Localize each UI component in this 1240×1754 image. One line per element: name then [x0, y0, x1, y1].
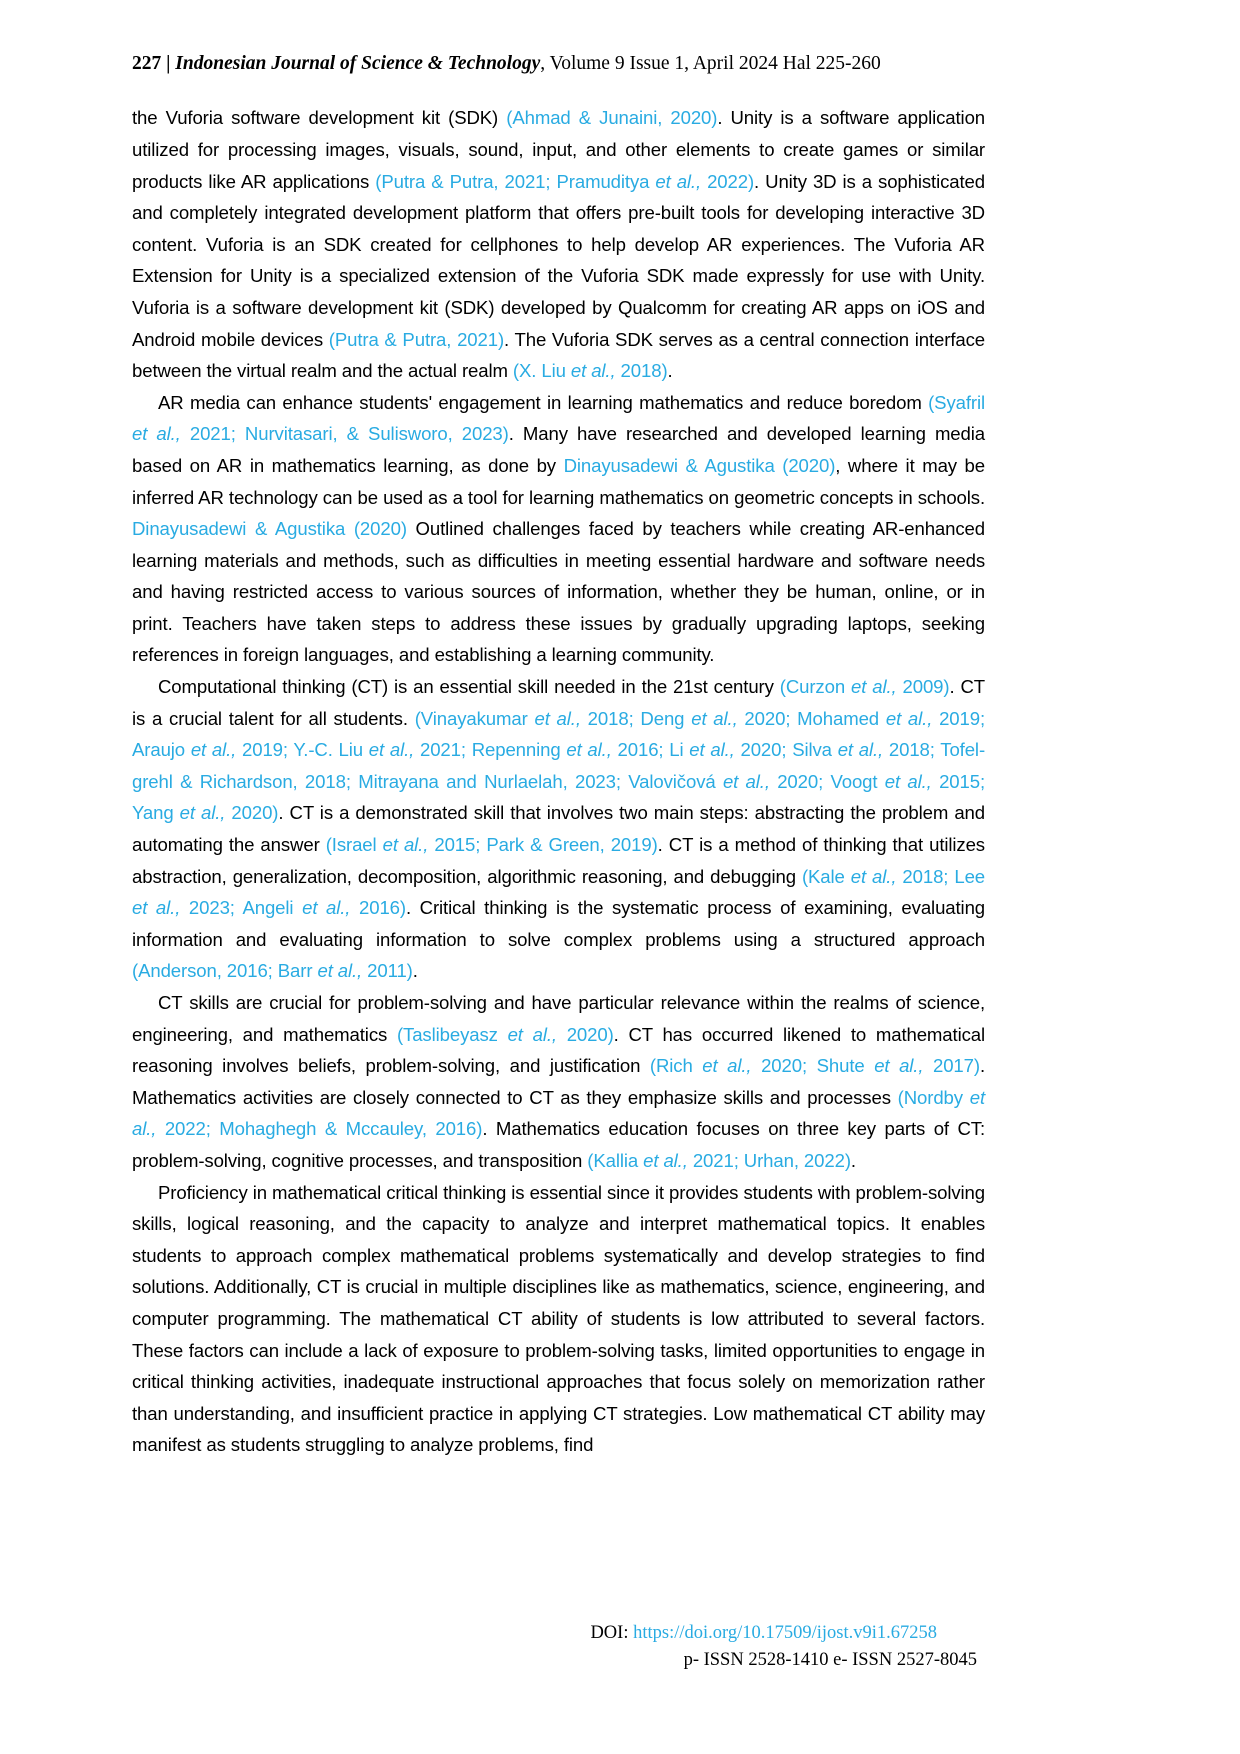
citation-reference: 2017) — [923, 1055, 980, 1077]
citation-reference: 2009) — [896, 676, 950, 698]
doi-line — [132, 1620, 985, 1647]
citation-et-al: et al., — [643, 1149, 688, 1171]
citation-reference: 2015; Yang — [132, 770, 986, 824]
citation-et-al: et al., — [655, 170, 702, 192]
para-vuforia — [132, 102, 985, 386]
body-text-run: . — [412, 960, 418, 982]
citation-et-al: et al., — [570, 360, 616, 382]
running-head — [132, 52, 985, 76]
citation-reference: 2018; Lee — [896, 865, 986, 887]
body-text-run: , where it may be inferred AR technology can be used as a tool for learning mathematics on geometric concepts in schools. — [132, 454, 985, 508]
citation-reference: (X. Liu — [512, 360, 571, 382]
citation-reference: 2021; Repenning — [414, 739, 567, 761]
citation-et-al: et al., — [566, 739, 612, 761]
citation-et-al: et al., — [190, 739, 237, 761]
para-ar-media — [132, 387, 985, 671]
body-text-run: . CT is a demonstrated skill that involves two main steps: abstracting the problem and automating the answer — [132, 802, 985, 856]
body-text-run: CT skills are crucial for problem-solving and have particular relevance within the realms of science, engineering, and mathematics — [132, 992, 985, 1045]
citation-reference: 2020) — [556, 1023, 614, 1045]
citation-reference: (Kale — [801, 865, 851, 887]
citation-et-al: et al., — [179, 802, 226, 824]
body-text-run: . Mathematics education focuses on three key parts of CT: problem-solving, cognitive processes, and transposition — [132, 1118, 985, 1171]
para-ct-essential — [132, 671, 985, 987]
citation-et-al: et al., — [837, 739, 884, 761]
body-text-run: . Unity 3D is a sophisticated and completely integrated development platform that offers pre-built tools for developing interactive 3D content. Vuforia is an SDK created for cellphones to help develop AR experiences. The Vuforia AR Extension for Unity is a specialized extension of the Vuforia SDK made expressly for use with Unity. Vuforia is a software development kit (SDK) developed by Qualcomm for creating AR apps on iOS and Android mobile devices — [132, 170, 985, 350]
body-text-run: Computational thinking (CT) is an essential skill needed in the 21st century — [158, 676, 780, 698]
body-text-run: . — [850, 1149, 856, 1171]
citation-et-al: et al., — [689, 739, 735, 761]
citation-reference: 2018; Tofel-grehl & Richardson, 2018; Mitrayana and Nurlaelah, 2023; Valovičová — [132, 739, 986, 792]
citation-et-al: et al., — [368, 739, 415, 761]
citation-et-al: et al., — [382, 834, 429, 856]
citation-reference: 2022) — [701, 170, 755, 192]
citation-reference: 2020; Voogt — [769, 770, 885, 792]
citation-reference: (Vinayakumar — [414, 707, 535, 729]
citation-et-al: et al., — [132, 897, 181, 919]
citation-et-al: et al., — [885, 707, 933, 729]
citation-reference: 2022; Mohaghegh & Mccauley, 2016) — [156, 1118, 483, 1140]
body-text-run: . CT has occurred likened to mathematical reasoning involves beliefs, problem-solving, and justification — [132, 1023, 985, 1077]
citation-reference: 2019; Araujo — [132, 707, 985, 761]
citation-reference: (Putra & Putra, 2021) — [328, 328, 505, 350]
citation-reference: (Putra & Putra, 2021; Pramuditya — [375, 170, 656, 192]
citation-reference: (Rich — [649, 1055, 703, 1077]
citation-et-al: et al., — [132, 423, 181, 445]
page-footer — [132, 1620, 985, 1674]
issue-info: , Volume 9 Issue 1, April 2024 Hal 225-260 — [540, 53, 881, 74]
citation-reference: 2020; Silva — [734, 739, 838, 761]
citation-reference: 2020) — [225, 802, 279, 824]
body-text-run: . Unity is a software application utilized for processing images, visuals, sound, input, and other elements to create games or similar products like AR applications — [132, 107, 986, 192]
citation-reference: (Anderson, 2016; Barr — [132, 960, 318, 982]
body-text-run: . Critical thinking is the systematic process of examining, evaluating information and evaluating information to solve complex problems using a structured approach — [132, 897, 986, 950]
citation-reference: 2020; Mohamed — [737, 707, 886, 729]
body-text-run: . The Vuforia SDK serves as a central connection interface between the virtual realm and the actual realm — [132, 328, 985, 382]
doi-link[interactable]: https://doi.org/10.17509/ijost.v9i1.67258 — [633, 1623, 937, 1643]
citation-reference: (Curzon — [779, 676, 851, 698]
citation-reference: 2011) — [362, 960, 413, 982]
body-text-run: . CT is a crucial talent for all students. — [132, 676, 986, 729]
page-number: 227 — [132, 53, 162, 74]
citation-reference: 2016; Li — [611, 739, 690, 761]
citation-et-al: et al., — [691, 707, 738, 729]
citation-et-al: et al., — [722, 770, 770, 792]
issn-line: p- ISSN 2528-1410 e- ISSN 2527-8045 — [683, 1650, 977, 1670]
citation-reference: (Nordby — [897, 1086, 970, 1108]
body-text-run: AR media can enhance students' engagement in learning mathematics and reduce boredom — [158, 391, 929, 413]
citation-reference: 2020; Shute — [751, 1055, 875, 1077]
para-proficiency — [132, 1177, 985, 1461]
page-content — [132, 52, 985, 1461]
body-text-run: the Vuforia software development kit (SDK) — [132, 107, 507, 129]
citation-et-al: et al., — [534, 707, 581, 729]
citation-reference: 2019; Y.-C. Liu — [236, 739, 369, 761]
citation-reference: (Ahmad & Junaini, 2020) — [506, 107, 718, 129]
citation-reference: 2021; Nurvitasari, & Sulisworo, 2023) — [180, 423, 509, 445]
citation-et-al: et al., — [302, 897, 351, 919]
citation-et-al: et al., — [507, 1023, 557, 1045]
citation-et-al: et al., — [850, 865, 897, 887]
citation-reference: (Taslibeyasz — [396, 1023, 508, 1045]
citation-reference: 2016) — [350, 897, 406, 919]
body-text-run: Outlined challenges faced by teachers while creating AR-enhanced learning materials and methods, such as difficulties in meeting essential hardware and software needs and having restricted access to various sources of information, whether they be human, online, or in print. Teachers have taken steps to address these issues by gradually upgrading laptops, seeking references in foreign languages, and establishing a learning community. — [132, 518, 985, 666]
body-text-run: . Mathematics activities are closely connected to CT as they emphasize skills and processes — [132, 1055, 985, 1108]
citation-reference: (Syafril — [928, 391, 985, 413]
citation-reference: (Israel — [325, 834, 383, 856]
citation-reference: 2021; Urhan, 2022) — [687, 1149, 851, 1171]
running-head-separator: | — [166, 53, 171, 74]
para-ct-skills — [132, 987, 985, 1177]
body-text-run: Proficiency in mathematical critical thinking is essential since it provides students with problem-solving skills, logical reasoning, and the capacity to analyze and interpret mathematical topics. It enables students to approach complex mathematical problems systematically and develop strategies to find solutions. Additionally, CT is crucial in multiple disciplines like as mathematics, science, engineering, and computer programming. The mathematical CT ability of students is low attributed to several factors. These factors can include a lack of exposure to problem-solving tasks, limited opportunities to engage in critical thinking activities, inadequate instructional approaches that focus solely on memorization rather than understanding, and insufficient practice in applying CT strategies. Low mathematical CT ability may manifest as students struggling to analyze problems, find — [132, 1181, 985, 1456]
citation-reference: 2018; Deng — [580, 707, 692, 729]
citation-et-al: et al., — [851, 676, 897, 698]
article-body — [132, 102, 985, 1461]
journal-title: Indonesian Journal of Science & Technology — [175, 53, 541, 74]
citation-reference: Dinayusadewi & Agustika (2020) — [132, 518, 407, 540]
body-text-run: . — [667, 360, 673, 382]
citation-reference: Dinayusadewi & Agustika (2020) — [563, 454, 836, 476]
citation-reference: 2015; Park & Green, 2019) — [428, 834, 658, 856]
citation-reference: (Kallia — [587, 1149, 644, 1171]
citation-et-al: et al., — [874, 1055, 924, 1077]
body-text-run: . Many have researched and developed learning media based on AR in mathematics learning, as done by — [132, 423, 985, 476]
citation-reference: 2023; Angeli — [180, 897, 303, 919]
citation-et-al: et al., — [132, 1086, 985, 1140]
citation-et-al: et al., — [702, 1055, 752, 1077]
doi-label: DOI: — [590, 1623, 634, 1643]
citation-et-al: et al., — [317, 960, 363, 982]
citation-et-al: et al., — [884, 770, 932, 792]
body-text-run: . CT is a method of thinking that utilizes abstraction, generalization, decomposition, algorithmic reasoning, and debugging — [132, 834, 985, 887]
citation-reference: 2018) — [615, 360, 668, 382]
